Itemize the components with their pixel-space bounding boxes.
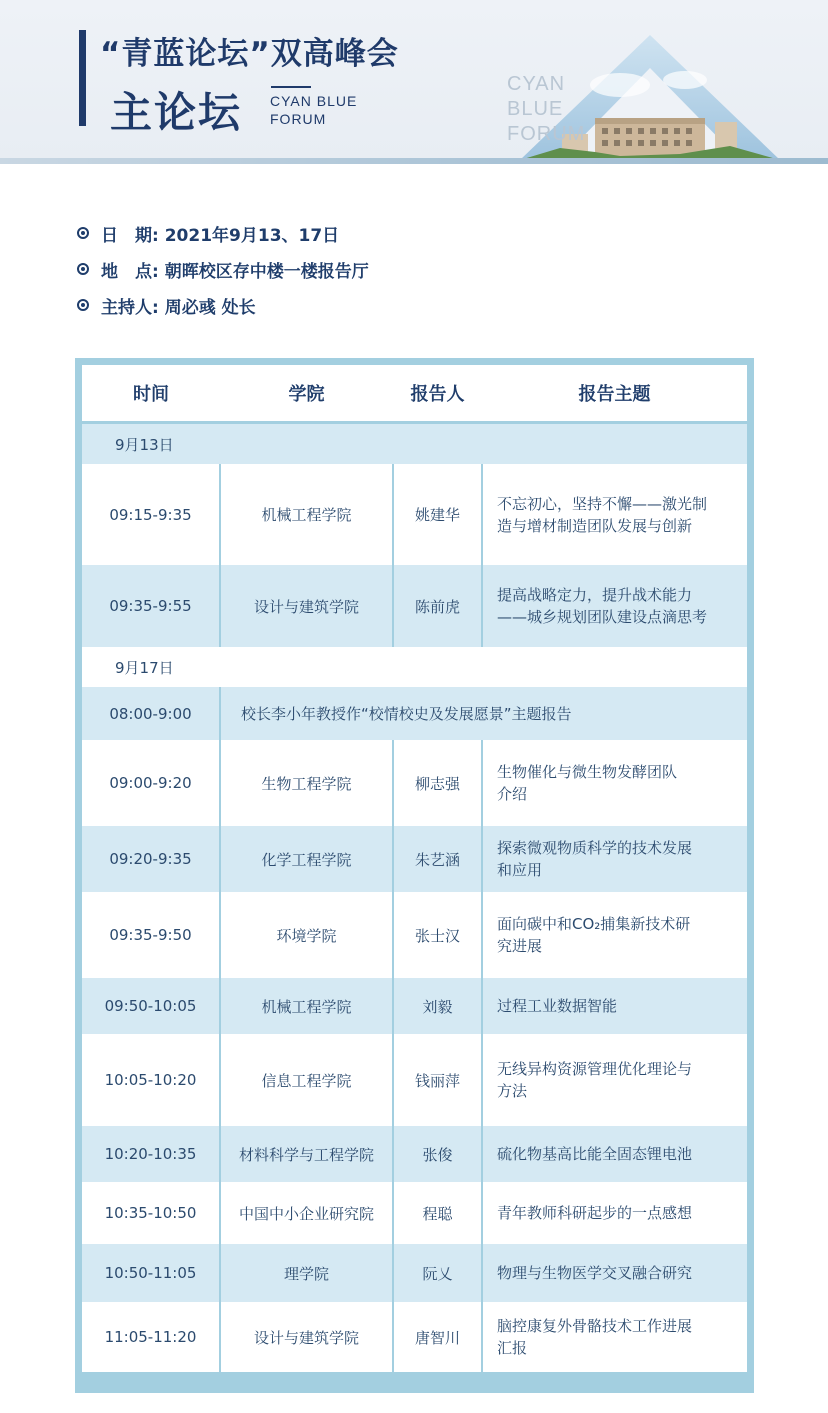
cell-speaker: 张俊 bbox=[393, 1126, 482, 1182]
cell-topic bbox=[482, 1244, 747, 1302]
info-date bbox=[77, 215, 369, 251]
cell-speaker: 钱丽萍 bbox=[393, 1034, 482, 1126]
table-row bbox=[82, 464, 747, 565]
header-time: 时间 bbox=[82, 365, 220, 423]
info-host-value: 周必彧 处长 bbox=[164, 297, 256, 318]
header-banner bbox=[0, 0, 828, 160]
cell-college: 中国中小企业研究院 bbox=[220, 1182, 393, 1244]
cell-college: 设计与建筑学院 bbox=[220, 1302, 393, 1372]
cell-speaker: 陈前虎 bbox=[393, 565, 482, 647]
logo-text-line2: BLUE bbox=[507, 98, 564, 120]
cell-time: 10:05-10:20 bbox=[82, 1034, 220, 1126]
cell-speaker: 刘毅 bbox=[393, 978, 482, 1034]
topic-line: 究进展 bbox=[497, 937, 543, 955]
cell-time: 10:35-10:50 bbox=[82, 1182, 220, 1244]
cell-speaker: 阮乂 bbox=[393, 1244, 482, 1302]
bullet-dot-icon bbox=[77, 227, 89, 239]
cell-college: 材料科学与工程学院 bbox=[220, 1126, 393, 1182]
table-row bbox=[82, 1244, 747, 1302]
logo-text-line1: CYAN bbox=[507, 73, 566, 95]
topic-line: 介绍 bbox=[497, 785, 528, 803]
topic-line: 硫化物基高比能全固态锂电池 bbox=[497, 1145, 693, 1163]
table-row-plenary bbox=[82, 687, 747, 740]
cell-time: 09:00-9:20 bbox=[82, 740, 220, 826]
cell-speaker: 朱艺涵 bbox=[393, 826, 482, 892]
cell-time: 11:05-11:20 bbox=[82, 1302, 220, 1372]
topic-line: 汇报 bbox=[497, 1339, 528, 1357]
schedule-table-frame bbox=[75, 358, 754, 1393]
info-date-label: 日 期: bbox=[101, 225, 165, 246]
info-host-label: 主持人: bbox=[101, 297, 165, 318]
date-row-1 bbox=[82, 423, 747, 465]
cell-college: 生物工程学院 bbox=[220, 740, 393, 826]
date-row-2 bbox=[82, 647, 747, 687]
topic-line: 脑控康复外骨骼技术工作进展 bbox=[497, 1317, 693, 1335]
cell-college: 信息工程学院 bbox=[220, 1034, 393, 1126]
table-row bbox=[82, 978, 747, 1034]
cell-college: 化学工程学院 bbox=[220, 826, 393, 892]
cell-college: 设计与建筑学院 bbox=[220, 565, 393, 647]
cell-college: 理学院 bbox=[220, 1244, 393, 1302]
header-college: 学院 bbox=[220, 365, 393, 423]
topic-line: 和应用 bbox=[497, 861, 543, 879]
cell-college: 机械工程学院 bbox=[220, 978, 393, 1034]
cell-time: 10:50-11:05 bbox=[82, 1244, 220, 1302]
cell-time: 09:50-10:05 bbox=[82, 978, 220, 1034]
cell-college: 环境学院 bbox=[220, 892, 393, 978]
table-row bbox=[82, 1302, 747, 1372]
table-row bbox=[82, 1182, 747, 1244]
info-host bbox=[77, 287, 369, 323]
english-divider bbox=[271, 86, 311, 88]
english-title-line2: FORUM bbox=[270, 111, 327, 127]
cell-topic bbox=[482, 565, 747, 647]
bullet-dot-icon bbox=[77, 299, 89, 311]
cell-topic bbox=[482, 464, 747, 565]
date-label: 9月17日 bbox=[82, 647, 747, 687]
logo-text-line3: FORUM bbox=[507, 123, 586, 145]
table-header-row bbox=[82, 365, 747, 423]
cell-topic bbox=[482, 978, 747, 1034]
cell-time: 10:20-10:35 bbox=[82, 1126, 220, 1182]
info-location bbox=[77, 251, 369, 287]
header-speaker: 报告人 bbox=[393, 365, 482, 423]
cell-topic bbox=[482, 740, 747, 826]
cell-topic bbox=[482, 1182, 747, 1244]
cell-time: 09:35-9:55 bbox=[82, 565, 220, 647]
topic-line: 面向碳中和CO₂捕集新技术研 bbox=[497, 915, 691, 933]
table-row bbox=[82, 565, 747, 647]
topic-line: 探索微观物质科学的技术发展 bbox=[497, 839, 693, 857]
title-accent-bar bbox=[79, 30, 86, 126]
date-label: 9月13日 bbox=[82, 423, 747, 465]
english-title-line1: CYAN BLUE bbox=[270, 93, 358, 109]
topic-line: 物理与生物医学交叉融合研究 bbox=[497, 1264, 693, 1282]
topic-line: 造与增材制造团队发展与创新 bbox=[497, 516, 693, 535]
table-row bbox=[82, 892, 747, 978]
bullet-dot-icon bbox=[77, 263, 89, 275]
cell-speaker: 程聪 bbox=[393, 1182, 482, 1244]
schedule-table bbox=[82, 365, 747, 1372]
topic-line: 方法 bbox=[497, 1082, 528, 1100]
table-row bbox=[82, 1034, 747, 1126]
topic-line: 青年教师科研起步的一点感想 bbox=[497, 1204, 693, 1222]
topic-line: 无线异构资源管理优化理论与 bbox=[497, 1060, 693, 1078]
cell-speaker: 姚建华 bbox=[393, 464, 482, 565]
cell-time: 09:20-9:35 bbox=[82, 826, 220, 892]
topic-line: ——城乡规划团队建设点滴思考 bbox=[497, 608, 708, 626]
topic-line: 过程工业数据智能 bbox=[497, 997, 618, 1015]
cell-time: 08:00-9:00 bbox=[82, 687, 220, 740]
event-info bbox=[77, 215, 369, 323]
forum-subtitle: 主论坛 bbox=[110, 88, 243, 137]
header-divider bbox=[0, 158, 828, 164]
info-date-value: 2021年9月13、17日 bbox=[164, 225, 340, 246]
cell-plenary-topic: 校长李小年教授作“校情校史及发展愿景”主题报告 bbox=[220, 687, 747, 740]
cell-speaker: 柳志强 bbox=[393, 740, 482, 826]
cell-time: 09:35-9:50 bbox=[82, 892, 220, 978]
table-row bbox=[82, 1126, 747, 1182]
cell-topic bbox=[482, 1126, 747, 1182]
table-row bbox=[82, 740, 747, 826]
header-topic: 报告主题 bbox=[482, 365, 747, 423]
forum-title: “青蓝论坛”双高峰会 bbox=[100, 36, 399, 72]
topic-line: 生物催化与微生物发酵团队 bbox=[497, 763, 678, 781]
cell-time: 09:15-9:35 bbox=[82, 464, 220, 565]
table-row bbox=[82, 826, 747, 892]
cell-speaker: 张士汉 bbox=[393, 892, 482, 978]
info-location-value: 朝晖校区存中楼一楼报告厅 bbox=[164, 261, 369, 282]
cell-topic bbox=[482, 1034, 747, 1126]
info-location-label: 地 点: bbox=[101, 261, 165, 282]
topic-line: 不忘初心，坚持不懈——激光制 bbox=[497, 494, 708, 513]
english-title bbox=[270, 92, 357, 128]
cell-topic bbox=[482, 826, 747, 892]
cell-topic bbox=[482, 892, 747, 978]
logo-watermark-text bbox=[507, 72, 585, 147]
cell-speaker: 唐智川 bbox=[393, 1302, 482, 1372]
cell-topic bbox=[482, 1302, 747, 1372]
cell-college: 机械工程学院 bbox=[220, 464, 393, 565]
topic-line: 提高战略定力，提升战术能力 bbox=[497, 586, 693, 604]
